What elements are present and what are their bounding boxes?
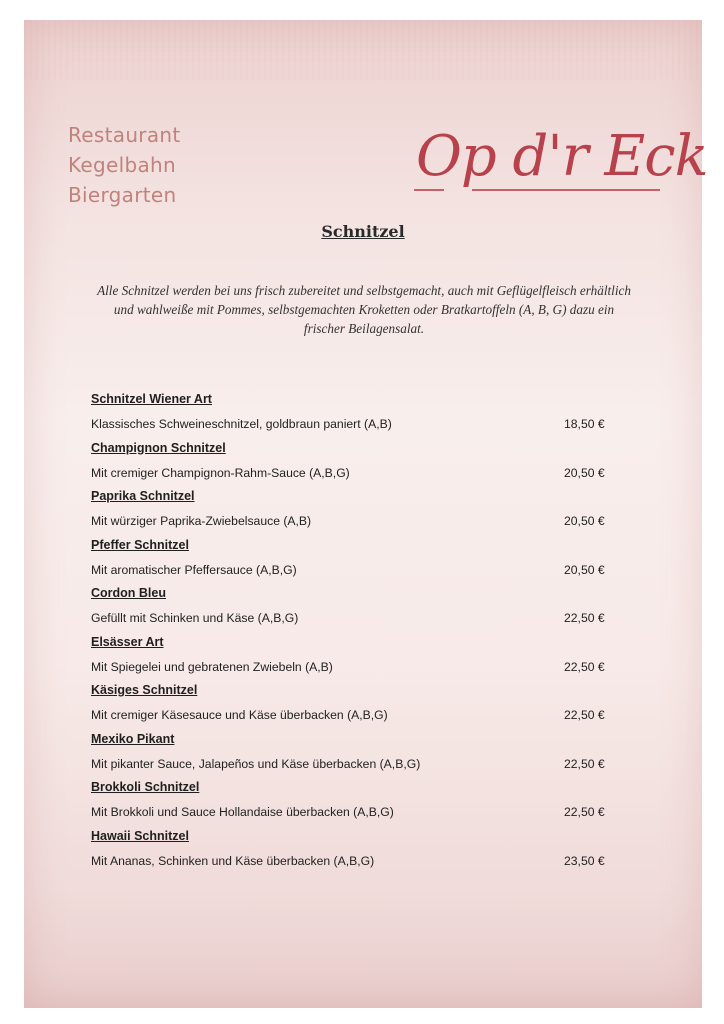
menu-item-name: Elsässer Art <box>91 634 164 649</box>
menu-item-name: Hawaii Schnitzel <box>91 828 189 843</box>
menu-item-description: Mit cremiger Champignon-Rahm-Sauce (A,B,G) <box>91 465 350 480</box>
menu-item <box>91 829 651 878</box>
venue-line-biergarten: Biergarten <box>68 183 177 207</box>
venue-line-kegelbahn: Kegelbahn <box>68 153 176 177</box>
menu-item-price: 20,50 € <box>564 465 605 480</box>
menu-item <box>91 683 651 732</box>
menu-item-name: Cordon Bleu <box>91 586 166 600</box>
venue-line-restaurant: Restaurant <box>68 123 181 147</box>
section-title: Schnitzel <box>321 222 405 241</box>
menu-item <box>91 780 651 829</box>
intro-text: Alle Schnitzel werden bei uns frisch zubereitet und selbstgemacht, auch mit Geflügelfleisch erhältlich und wahlweiße mit Pommes, selbstgemachten Kroketten oder Bratkartoffeln (A, B, G) dazu ein frischer Beilagensalat. <box>97 283 631 336</box>
menu-item-name: Paprika Schnitzel <box>91 489 195 503</box>
menu-list <box>91 392 651 877</box>
menu-item-price: 20,50 € <box>564 514 605 528</box>
menu-item-description: Mit Brokkoli und Sauce Hollandaise überbacken (A,B,G) <box>91 805 394 819</box>
menu-item-price: 23,50 € <box>564 853 605 868</box>
restaurant-logo: Op d'r Eck <box>416 124 708 189</box>
menu-page <box>24 20 708 1008</box>
menu-item-description: Mit aromatischer Pfeffersauce (A,B,G) <box>91 562 297 577</box>
menu-item-description: Mit Ananas, Schinken und Käse überbacken (A,B,G) <box>91 853 375 868</box>
menu-item-price: 20,50 € <box>564 562 605 577</box>
menu-item <box>91 732 651 781</box>
menu-item-name: Brokkoli Schnitzel <box>91 780 200 794</box>
menu-item-description: Gefüllt mit Schinken und Käse (A,B,G) <box>91 611 299 625</box>
menu-item-name: Pfeffer Schnitzel <box>91 537 189 552</box>
menu-item-description: Klassisches Schweineschnitzel, goldbraun paniert (A,B) <box>91 417 392 431</box>
menu-item-price: 22,50 € <box>564 611 605 625</box>
menu-item-description: Mit Spiegelei und gebratenen Zwiebeln (A,B) <box>91 659 333 674</box>
logo-underline-right <box>472 189 660 191</box>
menu-item-name: Champignon Schnitzel <box>91 440 226 455</box>
menu-item-name: Schnitzel Wiener Art <box>91 392 212 406</box>
menu-item-price: 22,50 € <box>564 756 605 771</box>
menu-item-price: 22,50 € <box>564 805 605 819</box>
menu-item-description: Mit cremiger Käsesauce und Käse überbacken (A,B,G) <box>91 708 388 722</box>
menu-item-price: 22,50 € <box>564 708 605 722</box>
menu-item-price: 22,50 € <box>564 659 605 674</box>
menu-item-description: Mit pikanter Sauce, Jalapeños und Käse überbacken (A,B,G) <box>91 756 421 771</box>
menu-item <box>91 441 651 490</box>
menu-item <box>91 635 651 684</box>
menu-item <box>91 586 651 635</box>
menu-item <box>91 392 651 441</box>
menu-item-name: Käsiges Schnitzel <box>91 683 198 697</box>
menu-item <box>91 538 651 587</box>
menu-item-name: Mexiko Pikant <box>91 731 175 746</box>
logo-underline-left <box>414 189 444 191</box>
menu-item-price: 18,50 € <box>564 417 605 431</box>
menu-item <box>91 489 651 538</box>
menu-item-description: Mit würziger Paprika-Zwiebelsauce (A,B) <box>91 514 312 528</box>
venue-list <box>68 120 181 210</box>
